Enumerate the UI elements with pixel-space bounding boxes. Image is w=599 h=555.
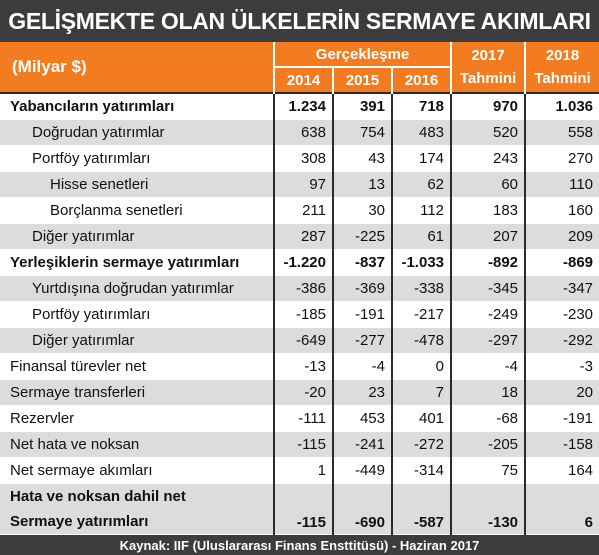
cell-value: -249 <box>451 302 525 328</box>
header-2017-estimate <box>451 42 525 93</box>
header-2018-estimate <box>525 42 599 93</box>
cell-value: 970 <box>451 93 525 120</box>
cell-value: 391 <box>333 93 392 120</box>
table-row <box>0 458 599 484</box>
cell-value: -292 <box>525 328 599 354</box>
cell-value: -649 <box>274 328 333 354</box>
cell-value: 207 <box>451 224 525 250</box>
cell-value: -115 <box>274 484 333 535</box>
cell-value: 13 <box>333 172 392 198</box>
row-label: Portföy yatırımları <box>0 302 274 328</box>
cell-value: 520 <box>451 120 525 146</box>
cell-value: -68 <box>451 406 525 432</box>
cell-value: 453 <box>333 406 392 432</box>
cell-value: 211 <box>274 198 333 224</box>
cell-value: 308 <box>274 146 333 172</box>
cell-value: 97 <box>274 172 333 198</box>
table-row <box>0 406 599 432</box>
cell-value: -837 <box>333 250 392 276</box>
row-label: Doğrudan yatırımlar <box>0 120 274 146</box>
cell-value: 638 <box>274 120 333 146</box>
cell-value: 718 <box>392 93 451 120</box>
cell-value: -892 <box>451 250 525 276</box>
header-year-2016: 2016 <box>392 67 451 93</box>
cell-value: -345 <box>451 276 525 302</box>
cell-value: -347 <box>525 276 599 302</box>
table-row <box>0 224 599 250</box>
row-label-line2: Sermaye yatırımları <box>10 513 149 530</box>
cell-value: 62 <box>392 172 451 198</box>
cell-value: 43 <box>333 146 392 172</box>
cell-value: 164 <box>525 458 599 484</box>
cell-value: 61 <box>392 224 451 250</box>
row-label: Finansal türevler net <box>0 354 274 380</box>
cell-value: 75 <box>451 458 525 484</box>
cell-value: -191 <box>525 406 599 432</box>
cell-value: 60 <box>451 172 525 198</box>
table-row-total <box>0 484 599 535</box>
header-2018-year: 2018 <box>545 47 580 64</box>
cell-value: -272 <box>392 432 451 458</box>
cell-value: 1.036 <box>525 93 599 120</box>
table-row <box>0 120 599 146</box>
cell-value: 270 <box>525 146 599 172</box>
cell-value: 401 <box>392 406 451 432</box>
header-2017-year: 2017 <box>471 47 505 64</box>
source-footer: Kaynak: IIF (Uluslararası Finans Ensttitüsü) - Haziran 2017 <box>0 535 599 555</box>
cell-value: 6 <box>525 484 599 535</box>
unit-label: (Milyar $) <box>0 42 274 93</box>
row-label: Yabancıların yatırımları <box>0 93 274 120</box>
cell-value: 754 <box>333 120 392 146</box>
cell-value: 112 <box>392 198 451 224</box>
cell-value: 0 <box>392 354 451 380</box>
row-label-line1: Hata ve noksan dahil net <box>10 488 186 505</box>
cell-value: 183 <box>451 198 525 224</box>
header-row-top <box>0 42 599 67</box>
cell-value: 209 <box>525 224 599 250</box>
row-label: Rezervler <box>0 406 274 432</box>
cell-value: -297 <box>451 328 525 354</box>
header-2017-note: Tahmini <box>459 70 517 87</box>
table-row <box>0 93 599 120</box>
cell-value: -230 <box>525 302 599 328</box>
cell-value: -369 <box>333 276 392 302</box>
header-year-2015: 2015 <box>333 67 392 93</box>
cell-value: -185 <box>274 302 333 328</box>
cell-value: -338 <box>392 276 451 302</box>
cell-value: 110 <box>525 172 599 198</box>
cell-value: 174 <box>392 146 451 172</box>
table-row <box>0 380 599 406</box>
cell-value: -449 <box>333 458 392 484</box>
row-label: Portföy yatırımları <box>0 146 274 172</box>
cell-value: -478 <box>392 328 451 354</box>
cell-value: -690 <box>333 484 392 535</box>
row-label: Diğer yatırımlar <box>0 224 274 250</box>
table-row <box>0 198 599 224</box>
cell-value: -869 <box>525 250 599 276</box>
table-row <box>0 146 599 172</box>
cell-value: -386 <box>274 276 333 302</box>
cell-value: -225 <box>333 224 392 250</box>
cell-value: -115 <box>274 432 333 458</box>
table-row <box>0 328 599 354</box>
cell-value: 20 <box>525 380 599 406</box>
cell-value: -191 <box>333 302 392 328</box>
row-label: Sermaye transferleri <box>0 380 274 406</box>
row-label: Diğer yatırımlar <box>0 328 274 354</box>
row-label: Net hata ve noksan <box>0 432 274 458</box>
cell-value: -20 <box>274 380 333 406</box>
cell-value: -158 <box>525 432 599 458</box>
cell-value: -314 <box>392 458 451 484</box>
cell-value: -1.033 <box>392 250 451 276</box>
table-row <box>0 276 599 302</box>
cell-value: 18 <box>451 380 525 406</box>
cell-value: -4 <box>333 354 392 380</box>
cell-value: -217 <box>392 302 451 328</box>
cell-value: 483 <box>392 120 451 146</box>
cell-value: 1 <box>274 458 333 484</box>
table-row <box>0 354 599 380</box>
table-row <box>0 302 599 328</box>
row-label <box>0 484 274 535</box>
header-year-2014: 2014 <box>274 67 333 93</box>
cell-value: -3 <box>525 354 599 380</box>
cell-value: 558 <box>525 120 599 146</box>
table-row <box>0 432 599 458</box>
header-2018-note: Tahmini <box>534 70 591 87</box>
cell-value: 23 <box>333 380 392 406</box>
cell-value: 160 <box>525 198 599 224</box>
cell-value: 1.234 <box>274 93 333 120</box>
cell-value: -1.220 <box>274 250 333 276</box>
cell-value: -241 <box>333 432 392 458</box>
page-title: GELİŞMEKTE OLAN ÜLKELERİN SERMAYE AKIMLARI <box>0 0 599 42</box>
row-label: Hisse senetleri <box>0 172 274 198</box>
cell-value: -277 <box>333 328 392 354</box>
cell-value: -13 <box>274 354 333 380</box>
row-label: Borçlanma senetleri <box>0 198 274 224</box>
row-label: Yurtdışına doğrudan yatırımlar <box>0 276 274 302</box>
cell-value: -4 <box>451 354 525 380</box>
table-row <box>0 250 599 276</box>
cell-value: -111 <box>274 406 333 432</box>
cell-value: 7 <box>392 380 451 406</box>
cell-value: 243 <box>451 146 525 172</box>
table-row <box>0 172 599 198</box>
row-label: Net sermaye akımları <box>0 458 274 484</box>
cell-value: -205 <box>451 432 525 458</box>
capital-flows-table <box>0 42 599 535</box>
cell-value: -587 <box>392 484 451 535</box>
cell-value: -130 <box>451 484 525 535</box>
row-label: Yerleşiklerin sermaye yatırımları <box>0 250 274 276</box>
cell-value: 30 <box>333 198 392 224</box>
actual-group-label: Gerçekleşme <box>274 42 451 67</box>
cell-value: 287 <box>274 224 333 250</box>
